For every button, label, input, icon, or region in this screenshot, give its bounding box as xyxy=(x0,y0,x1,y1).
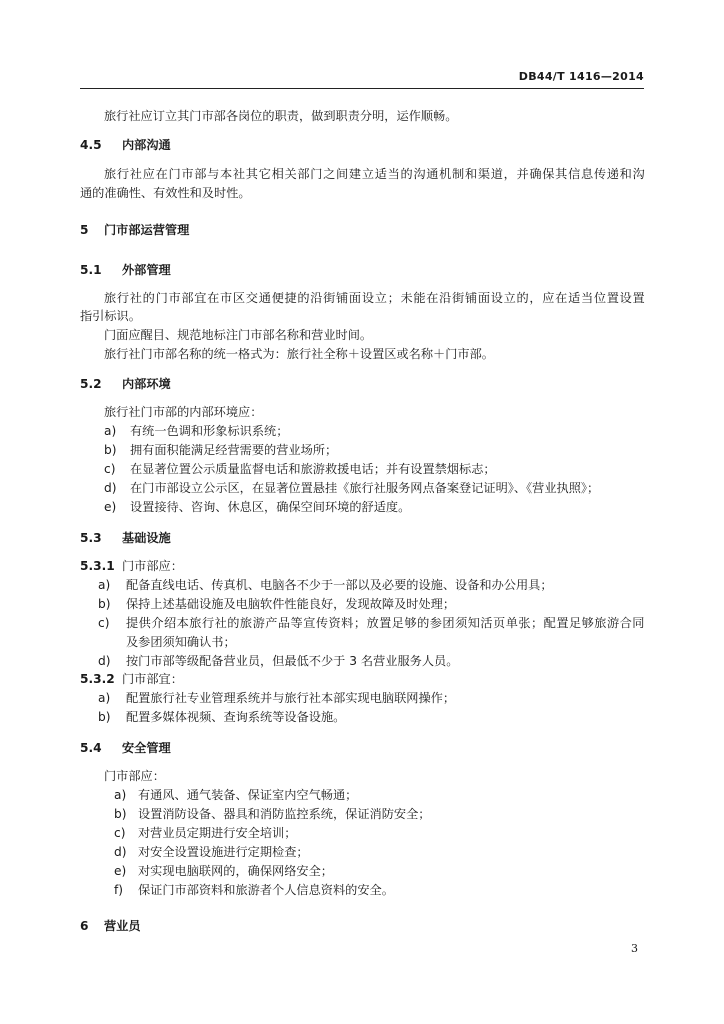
list-item-mark: b) xyxy=(104,443,117,457)
section-5-3-1-heading xyxy=(80,558,183,574)
list-item: 拥有面积能满足经营需要的营业场所； xyxy=(130,443,338,457)
list-item: 配置多媒体视频、查询系统等设备设施。 xyxy=(126,710,346,724)
section-title: 内部沟通 xyxy=(122,138,171,152)
list-item: 对安全设置设施进行定期检查； xyxy=(138,845,309,859)
section-5-1-heading xyxy=(80,262,171,278)
list-item: 按门市部等级配备营业员，但最低不少于 3 名营业服务人员。 xyxy=(126,654,459,668)
header-rule xyxy=(80,88,644,89)
section-title: 内部环境 xyxy=(122,377,171,391)
section-5-4-intro: 门市部应： xyxy=(104,769,165,783)
section-5-2-intro: 旅行社门市部的内部环境应： xyxy=(104,405,263,419)
list-item-mark: c) xyxy=(104,462,116,476)
section-title: 基础设施 xyxy=(122,531,171,545)
list-item: 配置旅行社专业管理系统并与旅行社本部实现电脑联网操作； xyxy=(126,691,456,705)
document-code: DB44/T 1416—2014 xyxy=(518,70,644,83)
section-number: 5.3.2 xyxy=(80,672,115,686)
list-item-mark: b) xyxy=(98,710,111,724)
section-5-3-2-heading xyxy=(80,671,183,687)
list-item-mark: c) xyxy=(114,826,126,840)
list-item: 配备直线电话、传真机、电脑各不少于一部以及必要的设施、设备和办公用具； xyxy=(126,578,553,592)
list-item: 保持上述基础设施及电脑软件性能良好，发现故障及时处理； xyxy=(126,597,456,611)
section-number: 5.3.1 xyxy=(80,559,115,573)
section-5-heading xyxy=(80,222,189,238)
section-number: 5 xyxy=(80,223,89,237)
list-item: 对营业员定期进行安全培训； xyxy=(138,826,297,840)
intro-paragraph: 旅行社应订立其门市部各岗位的职责，做到职责分明，运作顺畅。 xyxy=(104,109,458,123)
section-5-1-paragraph1-line1: 旅 行 社 的 门 市 部 宜 在 市 区 交 通 便 捷 的 沿 街 铺 面 设 立 ； 未 能 在 沿 街 铺 面 设 立 的 ， 应 在 适 当 位 置 设 置 xyxy=(104,291,645,305)
list-item: 在显著位置公示质量监督电话和旅游救援电话；并有设置禁烟标志； xyxy=(130,462,496,476)
list-item-mark: a) xyxy=(98,691,111,705)
list-item-mark: d) xyxy=(98,654,111,668)
section-4-5-paragraph-line2: 通的准确性、有效性和及时性。 xyxy=(80,186,251,200)
section-number: 5.1 xyxy=(80,263,102,277)
section-4-5-paragraph-line1: 旅 行 社 应 在 门 市 部 与 本 社 其 它 相 关 部 门 之 间 建 立 适 当 的 沟 通 机 制 和 渠 道 ， 并 确 保 其 信 息 传 递 和 沟 xyxy=(104,167,645,181)
section-5-1-paragraph3: 旅行社门市部名称的统一格式为：旅行社全称＋设置区或名称＋门市部。 xyxy=(104,347,494,361)
section-6-heading xyxy=(80,918,141,934)
list-item-mark: f) xyxy=(114,883,124,897)
section-5-2-heading xyxy=(80,376,171,392)
list-item-mark: c) xyxy=(98,616,110,630)
list-item-mark: a) xyxy=(98,578,111,592)
list-item-mark: b) xyxy=(98,597,111,611)
list-item-mark: a) xyxy=(104,424,117,438)
list-item-mark: a) xyxy=(114,788,127,802)
section-title: 外部管理 xyxy=(122,263,171,277)
section-5-1-paragraph2: 门面应醒目、规范地标注门市部名称和营业时间。 xyxy=(104,328,373,342)
list-item: 在门市部设立公示区，在显著位置悬挂《旅行社服务网点备案登记证明》、《营业执照》； xyxy=(130,481,600,495)
list-item: 保证门市部资料和旅游者个人信息资料的安全。 xyxy=(138,883,394,897)
section-number: 6 xyxy=(80,919,89,933)
list-item-mark: e) xyxy=(104,500,117,514)
section-4-5-heading xyxy=(80,137,171,153)
section-number: 5.4 xyxy=(80,741,102,755)
list-item: 对实现电脑联网的，确保网络安全； xyxy=(138,864,333,878)
section-number: 5.2 xyxy=(80,377,102,391)
section-title: 安全管理 xyxy=(122,741,171,755)
list-item-line2: 及参团须知确认书； xyxy=(126,635,236,649)
list-item: 有统一色调和形象标识系统； xyxy=(130,424,289,438)
section-5-4-heading xyxy=(80,740,171,756)
list-item-line1: 提 供 介 绍 本 旅 行 社 的 旅 游 产 品 等 宣 传 资 料 ； 放 置 足 够 的 参 团 须 知 活 页 单 张 ； 配 置 足 够 旅 游 合 同 xyxy=(126,616,645,630)
list-item: 有通风、通气装备、保证室内空气畅通； xyxy=(138,788,358,802)
section-number: 5.3 xyxy=(80,531,102,545)
section-title: 门市部运营管理 xyxy=(104,223,190,237)
section-title: 营业员 xyxy=(104,919,141,933)
list-item: 设置消防设备、器具和消防监控系统，保证消防安全； xyxy=(138,807,431,821)
section-title: 门市部应： xyxy=(122,559,183,573)
list-item: 设置接待、咨询、休息区，确保空间环境的舒适度。 xyxy=(130,500,411,514)
section-number: 4.5 xyxy=(80,138,102,152)
list-item-mark: b) xyxy=(114,807,127,821)
section-5-3-heading xyxy=(80,530,171,546)
list-item-mark: d) xyxy=(104,481,117,495)
list-item-mark: e) xyxy=(114,864,127,878)
section-5-1-paragraph1-line2: 指引标识。 xyxy=(80,309,141,323)
list-item-mark: d) xyxy=(114,845,127,859)
section-title: 门市部宜： xyxy=(122,672,183,686)
page-number: 3 xyxy=(631,942,638,955)
